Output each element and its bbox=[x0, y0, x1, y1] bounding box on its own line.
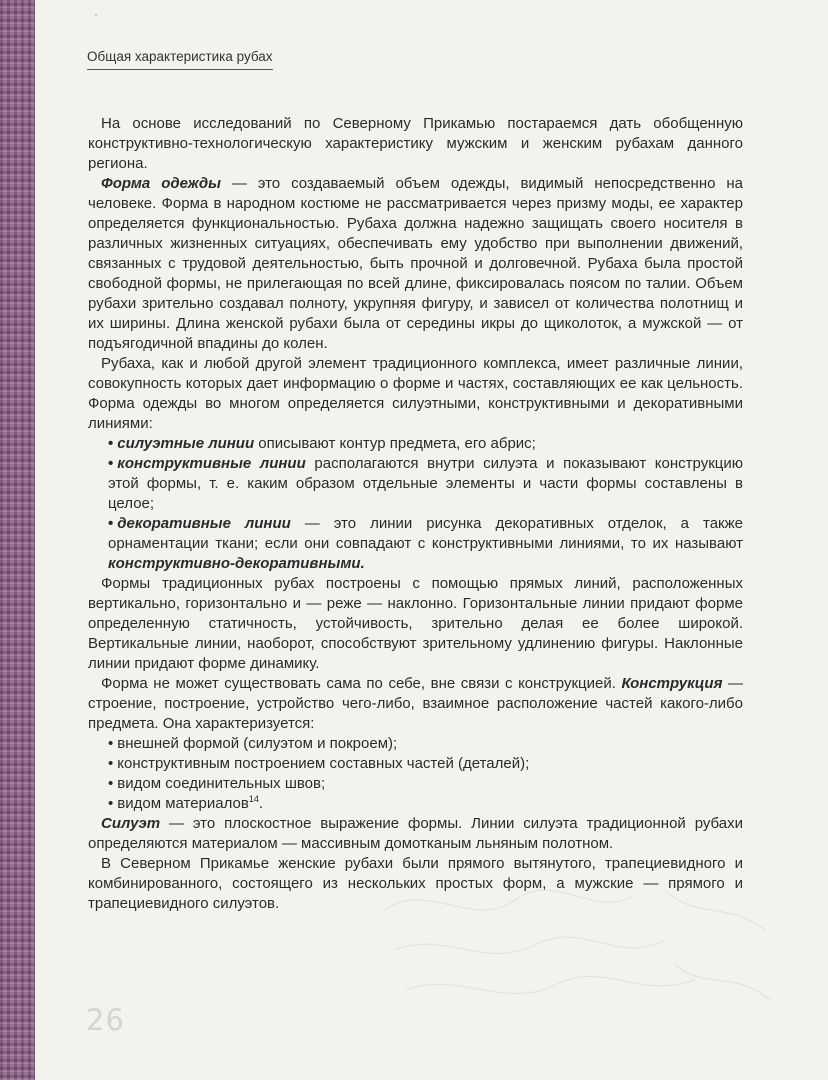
list-item bbox=[88, 794, 743, 814]
paragraph-intro: На основе исследований по Северному Прикамью постараемся дать обобщенную конструктивно-технологическую характеристику мужским и женским рубахам данного региона. bbox=[88, 115, 743, 172]
list-item bbox=[88, 734, 743, 754]
list-item bbox=[88, 514, 743, 574]
paragraph-construction bbox=[88, 674, 743, 734]
bullet: • bbox=[108, 795, 114, 812]
decorative-fabric-band bbox=[0, 0, 35, 1080]
bullet: • bbox=[108, 755, 114, 772]
term: декоративные линии bbox=[117, 515, 291, 532]
list-item bbox=[88, 434, 743, 454]
body-text bbox=[88, 114, 743, 914]
paragraph-form-text: — это создаваемый объем одежды, видимый непосредственно на человеке. Форма в народном костюме не рассматривается через призму моды, ее характер определяется функциональностью. Рубаха должна надежно защищать своего носителя в различных жизненных ситуациях, обеспечивать ему удобство при выполнении движений, связанных с трудовой деятельностью, быть прочной и долговечной. Рубаха была простой свободной формы, не прилегающая по всей длине, фиксировалась поясом по талии. Объем рубахи зрительно создавал полноту, укрупняя фигуру, и зависел от количества полотнищ и их ширины. Длина женской рубахи была от середины икры до щиколоток, а мужской — от подъягодичной впадины до колен. bbox=[88, 175, 743, 352]
term-form: Форма одежды bbox=[101, 175, 221, 192]
running-header: Общая характеристика рубах bbox=[87, 49, 273, 70]
bullet: • bbox=[108, 435, 114, 452]
list-item-text: видом соединительных швов; bbox=[117, 775, 326, 792]
term-construction: Конструкция bbox=[621, 675, 723, 692]
bullet: • bbox=[108, 775, 114, 792]
paragraph-text: — это плоскостное выражение формы. Линии силуэта традиционной рубахи определяются материалом — массивным домотканым льняным полотном. bbox=[88, 815, 743, 852]
paragraph-silhouette bbox=[88, 814, 743, 854]
footnote-ref: 14 bbox=[248, 794, 259, 804]
faded-sketch bbox=[365, 870, 785, 1020]
paragraph-directions: Формы традиционных рубах построены с помощью прямых линий, расположенных вертикально, горизонтально и — реже — наклонно. Горизонтальные линии придают форме определенную статичность, устойчивость, зрительно делая ее более широкой. Вертикальные линии, наоборот, способствуют зрительному удлинению фигуры. Наклонные линии придают форме динамику. bbox=[88, 575, 743, 672]
bullet: • bbox=[108, 515, 114, 532]
list-item bbox=[88, 454, 743, 514]
paragraph-conclusion: В Северном Прикамье женские рубахи были прямого вытянутого, трапециевидного и комбинированного, состоящего из нескольких простых форм, а мужские — прямого и трапециевидного силуэтов. bbox=[88, 855, 743, 912]
list-item-text: внешней формой (силуэтом и покроем); bbox=[117, 735, 398, 752]
list-item-text: описывают контур предмета, его абрис; bbox=[254, 435, 536, 452]
paragraph-text: — строение, построение, устройство чего-либо, взаимное расположение частей какого-либо предмета. Она характеризуется: bbox=[88, 675, 743, 732]
paragraph-lines: Рубаха, как и любой другой элемент традиционного комплекса, имеет различные линии, совокупность которых дает информацию о форме и частях, составляющих ее как цельность. Форма одежды во многом определяется силуэтными, конструктивными и декоративными линиями: bbox=[88, 355, 743, 432]
list-item-text: видом материалов bbox=[117, 795, 249, 812]
paragraph-form bbox=[88, 174, 743, 354]
list-item bbox=[88, 754, 743, 774]
list-item-text: — это линии рисунка декоративных отделок, а также орнаментации ткани; если они совпадают с конструктивными линиями, то их называют bbox=[108, 515, 743, 552]
term: силуэтные линии bbox=[117, 435, 255, 452]
term-silhouette: Силуэт bbox=[101, 815, 161, 832]
list-item-text: . bbox=[258, 795, 264, 812]
list-item-text: конструктивным построением составных частей (деталей); bbox=[117, 755, 530, 772]
term: конструктивно-декоративными. bbox=[108, 555, 365, 572]
bullet: • bbox=[108, 735, 114, 752]
term: конструктивные линии bbox=[117, 455, 306, 472]
page-speck bbox=[95, 14, 97, 16]
paragraph-text: Форма не может существовать сама по себе, вне связи с конструкцией. bbox=[101, 675, 622, 692]
bullet: • bbox=[108, 455, 114, 472]
list-item bbox=[88, 774, 743, 794]
page-number: 26 bbox=[86, 1003, 125, 1037]
list-item-text: располагаются внутри силуэта и показывают конструкцию этой формы, т. е. каким образом отдельные элементы и части формы составлены в целое; bbox=[108, 455, 743, 512]
